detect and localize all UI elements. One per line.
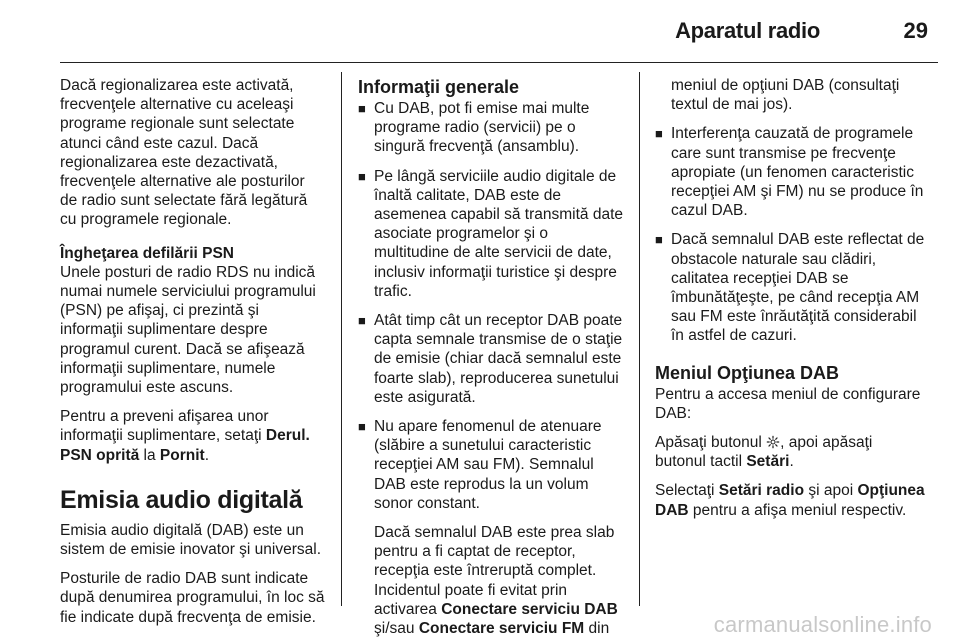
paragraph-regionalization: Dacă regionalizarea este activată, frecvenţele alternative cu aceleaşi programe regionale sunt selectate atunci când este cazul. Dacă regionalizarea este dezactivată, frecvenţele alternative ale posturilor de radio sunt selectate fără legătură cu programele regionale. <box>60 77 308 229</box>
column-divider-left <box>341 72 342 606</box>
bullet-square-icon: ■ <box>358 101 366 116</box>
paragraph-continuation: meniul de opţiuni DAB (consultaţi textul de mai jos). <box>671 77 900 114</box>
list-item: ■ Nu apare fenomenul de atenuare (slăbire a sunetului caracteristic recepţiei AM sau FM). Semnalul DAB este reprodus la un volum sonor constant. <box>358 418 602 512</box>
bullet-square-icon: ■ <box>655 126 663 142</box>
paragraph-rds-psn: Unele posturi de radio RDS nu indică numai numele serviciului programului (PSN) pe afişaj, ci prezintă şi informaţii suplimentare despre programul curent. Dacă se afişează informaţii suplimentare, numele programului este ascuns. <box>60 263 316 397</box>
bullet-square-icon: ■ <box>358 168 366 184</box>
heading-general-info: Informaţii generale <box>358 77 520 97</box>
term-pornit: Pornit <box>159 446 205 464</box>
paragraph-select-options: Selectaţi Setări radio şi apoi Opţiunea DAB pentru a afişa meniul respectiv. <box>655 482 925 519</box>
watermark: carmanualsonline.info <box>713 612 932 637</box>
bullet-square-icon: ■ <box>655 232 663 248</box>
bullet-square-icon: ■ <box>358 313 366 329</box>
column-1 <box>60 76 326 637</box>
list-item: ■ Dacă semnalul DAB este reflectat de obstacole naturale sau clădiri, calitatea recepţiei DAB se îmbunătăţeşte, pe când recepţia AM sau FM este înrăutăţită considerabil în astfel de cazuri. <box>655 231 925 345</box>
list-item: ■ Pe lângă serviciile audio digitale de înaltă calitate, DAB este de asemenea capabil să transmită date asociate programelor şi o multitudine de alte servicii de date, inclusiv informaţii turistice şi despre trafic. <box>358 167 624 300</box>
header-title: Aparatul radio <box>675 18 820 43</box>
column-2 <box>358 76 624 638</box>
term-conectare-fm: Conectare serviciu FM <box>418 620 585 638</box>
bullet-square-icon: ■ <box>358 419 366 435</box>
bullet-list-general-continued <box>655 124 925 345</box>
column-3 <box>655 76 925 530</box>
heading-dab-options-menu: Meniul Opţiunea DAB <box>655 362 839 383</box>
list-item: ■ Interferenţa cauzată de programele care sunt transmise pe frecvenţe apropiate (un fenomen caracteristic recepţiei AM şi FM) nu se produce în cazul DAB. <box>655 125 924 220</box>
term-setari: Setări <box>746 453 790 471</box>
settings-icon <box>766 435 780 449</box>
paragraph-press-button: Apăsaţi butonul , apoi apăsaţi butonul tactil Setări. <box>655 434 873 471</box>
bullet-list-general <box>358 99 624 513</box>
paragraph-access-menu: Pentru a accesa meniul de configurare DAB: <box>655 385 921 422</box>
paragraph-prevent-info: Pentru a preveni afişarea unor informaţii suplimentare, setaţi Derul. PSN oprită la Pornit. <box>60 408 310 464</box>
term-setari-radio: Setări radio <box>718 482 805 500</box>
page-number: 29 <box>903 18 928 43</box>
column-divider-right <box>639 72 640 606</box>
term-derul-psn: Derul. PSN oprită <box>60 427 310 464</box>
paragraph-dab-stations: Posturile de radio DAB sunt indicate după denumirea programului, în loc să fie indicate după frecvenţa de emisie. <box>60 570 325 626</box>
heading-digital-audio: Emisia audio digitală <box>60 485 303 514</box>
subheading-psn-freeze: Îngheţarea defilării PSN <box>60 244 234 262</box>
paragraph-dab-intro: Emisia audio digitală (DAB) este un sistem de emisie inovator şi universal. <box>60 521 322 559</box>
page-header <box>60 0 938 63</box>
list-item: ■ Atât timp cât un receptor DAB poate capta semnale transmise de o staţie de emisie (chiar dacă semnalul este foarte slab), reproducerea sunetului este asigurată. <box>358 312 623 406</box>
list-item: ■ Cu DAB, pot fi emise mai multe programe radio (servicii) pe o singură frecvenţă (ansamblu). <box>358 100 590 156</box>
term-conectare-dab: Conectare serviciu DAB <box>441 600 618 618</box>
term-optiunea-dab: Opţiunea DAB <box>655 482 925 519</box>
paragraph-weak-signal: Dacă semnalul DAB este prea slab pentru a fi captat de receptor, recepţia este întreruptă complet. Incidentul poate fi evitat prin activarea Conectare serviciu DAB şi/sau Conectare serviciu FM din <box>374 524 618 638</box>
